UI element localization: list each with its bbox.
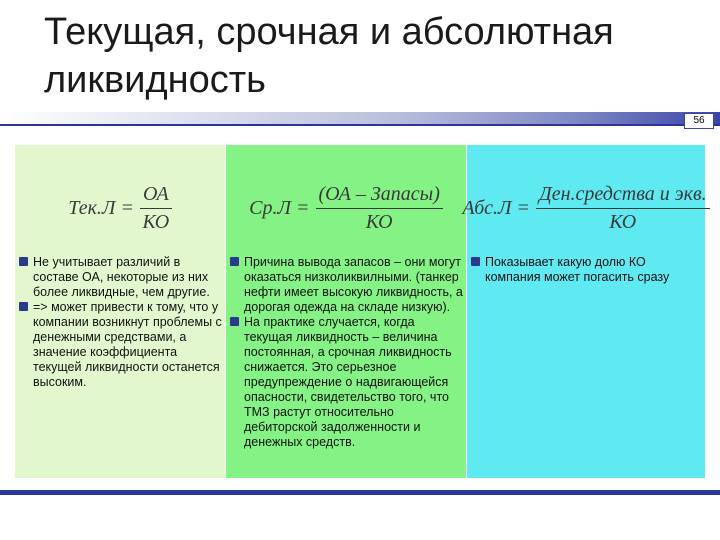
formula-denominator: КО	[142, 211, 170, 233]
bullet-list	[471, 255, 703, 285]
bullet-square-icon	[230, 317, 239, 326]
absolute-liquidity-formula	[462, 183, 707, 234]
quick-liquidity-panel	[226, 145, 466, 478]
formula-fraction	[536, 183, 710, 234]
list-item	[230, 315, 464, 450]
current-liquidity-panel	[15, 145, 225, 478]
page-number: 56	[684, 113, 714, 129]
formula-lhs: Ср.Л =	[249, 197, 310, 219]
list-item	[19, 300, 223, 390]
bullet-list	[230, 255, 464, 450]
formula-denominator: КО	[365, 211, 393, 233]
bullet-list	[19, 255, 223, 390]
formula-numerator: ОА	[140, 183, 172, 209]
list-item-text: Причина вывода запасов – они могут оказаться низколиквилными. (танкер нефти имеет высокую ликвидность, а дорогая одежда на складе низкую).	[244, 255, 463, 314]
list-item-text: Показывает какую долю КО компания может погасить сразу	[485, 255, 670, 284]
absolute-liquidity-panel	[462, 145, 707, 478]
formula-denominator: КО	[609, 211, 637, 233]
slide-title: Текущая, срочная и абсолютная ликвидность	[44, 11, 614, 101]
list-item	[471, 255, 703, 285]
bullet-square-icon	[19, 302, 28, 311]
formula-lhs: Тек.Л =	[68, 197, 134, 219]
list-item-text: На практике случается, когда текущая ликвидность – величина постоянная, а срочная ликвидность снижается. Это серьезное предупреждение о надвигающейся опасности, свидетельство того, что ТМЗ растут относительно дебиторской задолженности и денежных средств.	[244, 315, 452, 449]
bottom-rule	[0, 490, 720, 495]
top-rule-line	[0, 124, 720, 126]
formula-fraction	[140, 183, 172, 234]
list-item-text: => может привести к тому, что у компании возникнут проблемы с денежными средствами, а значение коэффициента текущей ликвидности останется высоким.	[33, 300, 222, 389]
bullet-square-icon	[19, 257, 28, 266]
current-liquidity-formula	[15, 183, 225, 234]
bullet-square-icon	[230, 257, 239, 266]
formula-numerator: (ОА – Запасы)	[316, 183, 443, 209]
list-item	[19, 255, 223, 300]
bullet-square-icon	[471, 257, 480, 266]
list-item	[230, 255, 464, 315]
quick-liquidity-formula	[226, 183, 466, 234]
list-item-text: Не учитывает различий в составе ОА, некоторые из них более ликвидные, чем другие.	[33, 255, 210, 299]
formula-fraction	[316, 183, 443, 234]
formula-numerator: Ден.средства и экв.	[536, 183, 710, 209]
formula-lhs: Абс.Л =	[462, 197, 531, 219]
